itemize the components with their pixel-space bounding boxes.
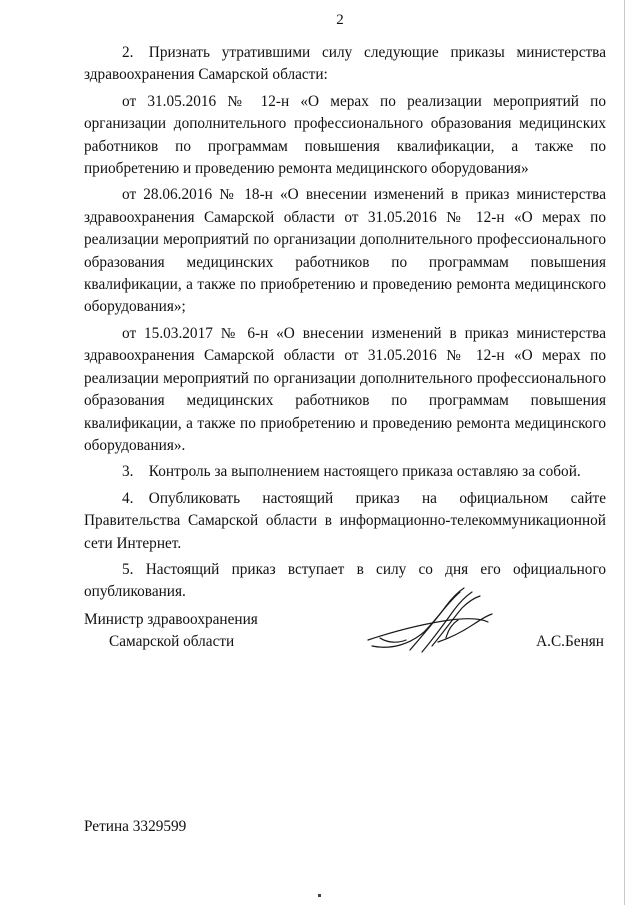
page-edge-line [624, 0, 625, 905]
page-number: 2 [336, 12, 344, 28]
signer-position-line1: Министр здравоохранения [84, 611, 258, 628]
page-mark [318, 894, 321, 897]
signer-position-line2: Самарской области [109, 633, 235, 650]
paragraph-item-2: 2. Признать утратившими силу следующие приказы министерства здравоохранения Самарской области: [84, 44, 606, 84]
handwritten-signature [362, 580, 502, 670]
repealed-order-2016-18n: от 28.06.2016 № 18-н «О внесении изменений в приказ министерства здравоохранения Самарской области от 31.05.2016 № 12-н «О мерах по реализации мероприятий по организации дополнительного профессионального образования медицинских работников по программам повышения квалификации, а также по приобретению и проведению ремонта медицинского оборудования»; [84, 186, 606, 316]
order-body [84, 42, 606, 608]
signature-block [84, 609, 606, 669]
repealed-order-2017-6n: от 15.03.2017 № 6-н «О внесении изменений в приказ министерства здравоохранения Самарской области от 31.05.2016 № 12-н «О мерах по реализации мероприятий по организации дополнительного профессионального образования медицинских работников по программам повышения квалификации, а также по приобретению и проведению ремонта медицинского оборудования». [84, 324, 606, 454]
paragraph-item-4: 4. Опубликовать настоящий приказ на официальном сайте Правительства Самарской области в информационно-телекоммуникационной сети Интернет. [84, 489, 606, 552]
repealed-order-2016-12n: от 31.05.2016 № 12-н «О мерах по реализации мероприятий по организации дополнительного профессионального образования медицинских работников по программам повышения квалификации, а также по приобретению и проведению ремонта медицинского оборудования» [84, 92, 606, 178]
paragraph-item-5: 5. Настоящий приказ вступает в силу со дня его официального опубликования. [84, 560, 606, 601]
retina-reference: Ретина 3329599 [84, 818, 187, 835]
signer-name: А.С.Бенян [536, 633, 604, 650]
paragraph-item-3: 3. Контроль за выполнением настоящего приказа оставляю за собой. [122, 463, 581, 481]
